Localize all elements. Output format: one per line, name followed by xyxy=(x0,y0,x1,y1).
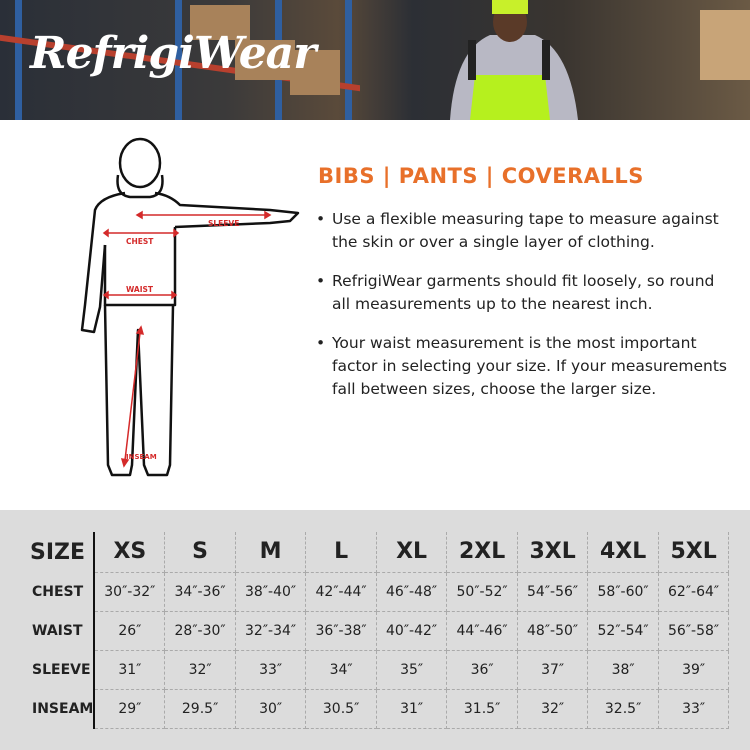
table-cell: 33″ xyxy=(235,650,306,689)
table-cell: 42″-44″ xyxy=(306,572,377,611)
table-cell: 34″ xyxy=(306,650,377,689)
size-column-header: XL xyxy=(376,532,447,572)
size-column-header: XS xyxy=(94,532,165,572)
table-cell: 30″-32″ xyxy=(94,572,165,611)
table-cell: 28″-30″ xyxy=(165,611,236,650)
table-cell: 29″ xyxy=(94,689,165,728)
table-cell: 36″-38″ xyxy=(306,611,377,650)
table-cell: 39″ xyxy=(658,650,729,689)
row-label: CHEST xyxy=(28,572,94,611)
table-cell: 36″ xyxy=(447,650,518,689)
waist-label: WAIST xyxy=(126,285,154,294)
table-cell: 33″ xyxy=(658,689,729,728)
row-label: WAIST xyxy=(28,611,94,650)
instruction-item: • RefrigiWear garments should fit loosely, so round all measurements up to the nearest inch. xyxy=(316,270,736,316)
table-cell: 50″-52″ xyxy=(447,572,518,611)
table-cell: 44″-46″ xyxy=(447,611,518,650)
table-cell: 32″ xyxy=(517,689,588,728)
table-cell: 38″ xyxy=(588,650,659,689)
table-cell: 29.5″ xyxy=(165,689,236,728)
table-cell: 48″-50″ xyxy=(517,611,588,650)
table-cell: 31″ xyxy=(94,650,165,689)
table-row xyxy=(28,689,729,728)
table-cell: 31.5″ xyxy=(447,689,518,728)
table-cell: 62″-64″ xyxy=(658,572,729,611)
instruction-item: • Your waist measurement is the most important factor in selecting your size. If your measurements fall between sizes, choose the larger size. xyxy=(316,332,736,401)
size-column-header: 2XL xyxy=(447,532,518,572)
table-cell: 37″ xyxy=(517,650,588,689)
table-cell: 38″-40″ xyxy=(235,572,306,611)
size-column-header: M xyxy=(235,532,306,572)
refrigiwear-logo: RefrigiWear xyxy=(30,28,316,79)
table-cell: 30″ xyxy=(235,689,306,728)
table-cell: 32″-34″ xyxy=(235,611,306,650)
size-column-header: 5XL xyxy=(658,532,729,572)
table-cell: 40″-42″ xyxy=(376,611,447,650)
size-chart-section xyxy=(0,510,750,750)
row-label: INSEAM xyxy=(28,689,94,728)
table-cell: 31″ xyxy=(376,689,447,728)
worker-photo xyxy=(440,0,580,120)
row-label: SLEEVE xyxy=(28,650,94,689)
table-row xyxy=(28,650,729,689)
instructions-list xyxy=(316,208,736,417)
chest-label: CHEST xyxy=(126,237,154,246)
table-cell: 46″-48″ xyxy=(376,572,447,611)
section-heading: BIBS | PANTS | COVERALLS xyxy=(318,164,644,188)
size-column-header: 3XL xyxy=(517,532,588,572)
size-header-label: SIZE xyxy=(28,532,94,572)
table-header-row xyxy=(28,532,729,572)
sleeve-label: SLEEVE xyxy=(208,219,240,228)
table-cell: 35″ xyxy=(376,650,447,689)
table-cell: 32″ xyxy=(165,650,236,689)
size-chart-table xyxy=(28,532,729,729)
table-row xyxy=(28,611,729,650)
measurement-figure xyxy=(70,135,310,495)
size-column-header: 4XL xyxy=(588,532,659,572)
instruction-item: • Use a flexible measuring tape to measure against the skin or over a single layer of clothing. xyxy=(316,208,736,254)
table-cell: 26″ xyxy=(94,611,165,650)
table-cell: 30.5″ xyxy=(306,689,377,728)
table-cell: 34″-36″ xyxy=(165,572,236,611)
table-cell: 32.5″ xyxy=(588,689,659,728)
table-cell: 52″-54″ xyxy=(588,611,659,650)
size-column-header: S xyxy=(165,532,236,572)
inseam-label: INSEAM xyxy=(126,453,157,461)
table-cell: 56″-58″ xyxy=(658,611,729,650)
table-cell: 54″-56″ xyxy=(517,572,588,611)
table-row xyxy=(28,572,729,611)
hero-banner xyxy=(0,0,750,120)
size-column-header: L xyxy=(306,532,377,572)
table-cell: 58″-60″ xyxy=(588,572,659,611)
